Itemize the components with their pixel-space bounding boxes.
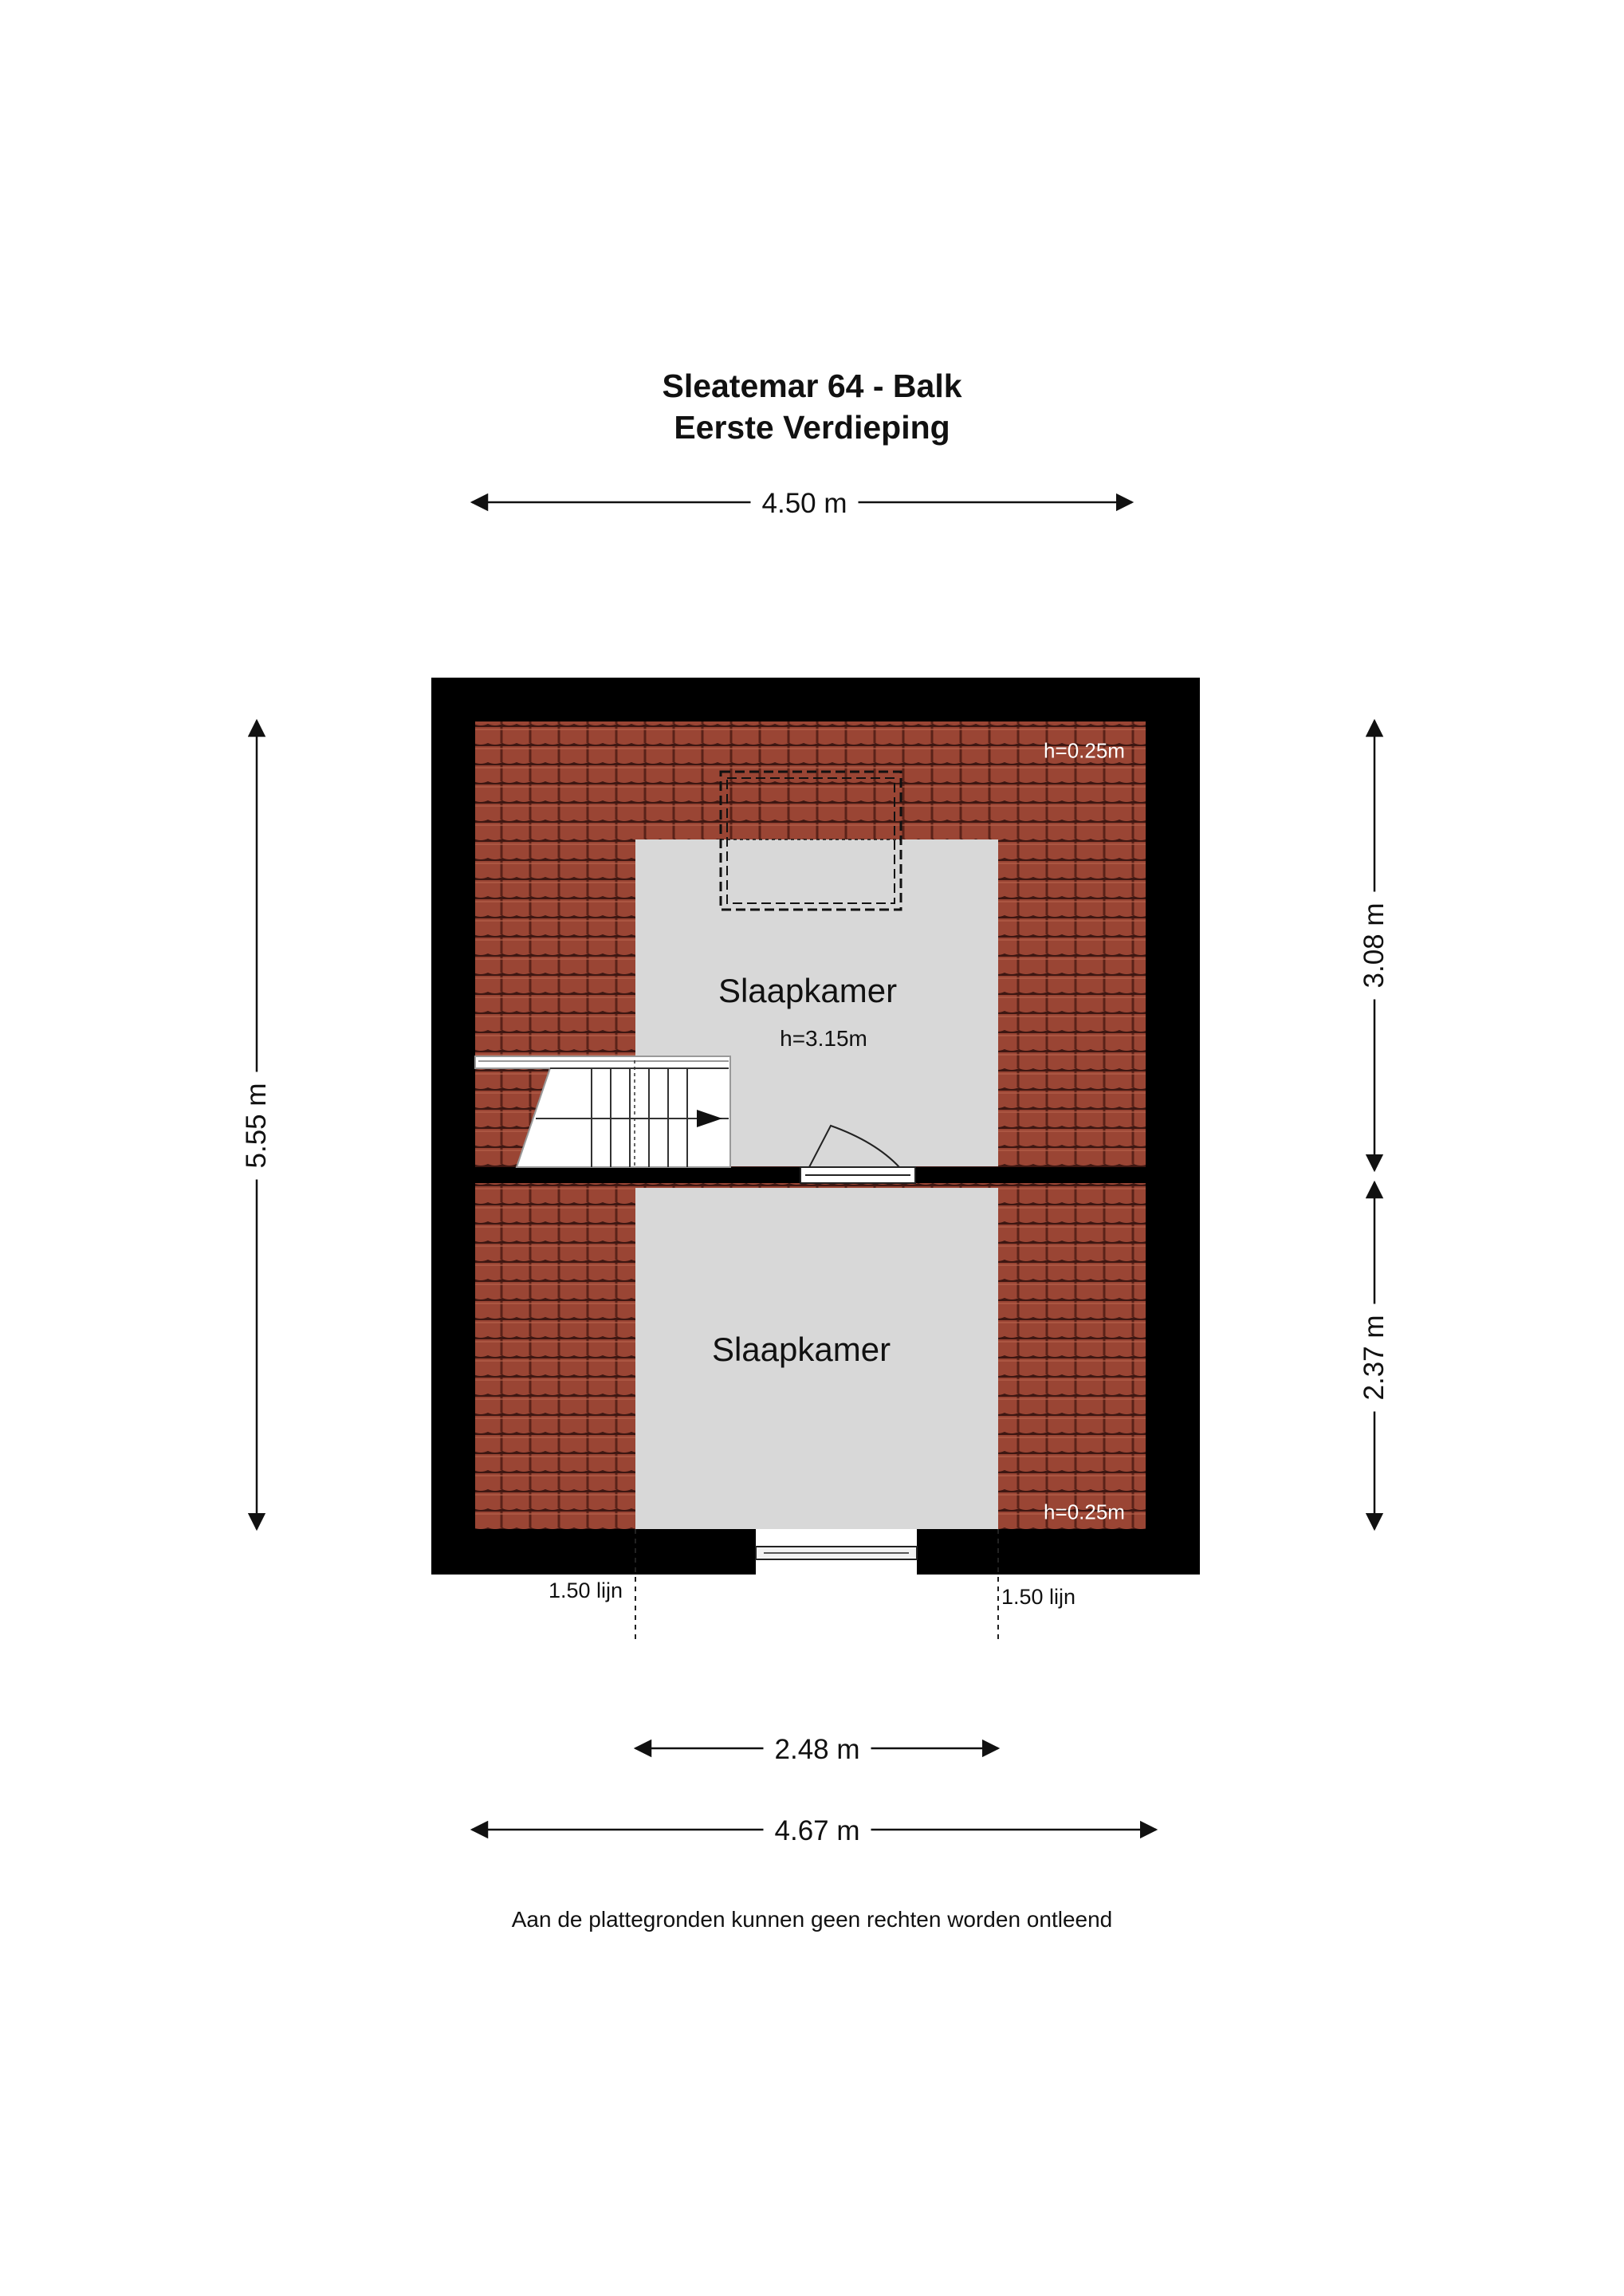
window-icon — [756, 1529, 917, 1575]
plan-title-address: Sleatemar 64 - Balk — [662, 368, 962, 404]
dim-label-right-upper: 3.08 m — [1359, 892, 1390, 1000]
room-upper-name: Slaapkamer — [718, 972, 898, 1009]
room-lower-name: Slaapkamer — [711, 1331, 891, 1368]
dim-label-top-width: 4.50 m — [751, 488, 859, 520]
dim-label-bottom-inner: 2.48 m — [764, 1734, 871, 1766]
dim-label-right-lower: 2.37 m — [1359, 1304, 1390, 1412]
dim-label-left-height: 5.55 m — [241, 1072, 273, 1180]
line-label-right: 1.50 lijn — [1001, 1585, 1076, 1609]
plan-title-floor: Eerste Verdieping — [674, 409, 950, 446]
dim-label-bottom-total: 4.67 m — [764, 1815, 871, 1847]
corner-height-bottom: h=0.25m — [1044, 1500, 1125, 1524]
corner-height-top: h=0.25m — [1044, 738, 1125, 763]
disclaimer-text: Aan de plattegronden kunnen geen rechten worden ontleend — [511, 1907, 1113, 1932]
room-upper-height: h=3.15m — [780, 1026, 867, 1051]
right-inner-wall — [1146, 721, 1158, 1529]
line-label-left: 1.50 lijn — [549, 1578, 623, 1602]
